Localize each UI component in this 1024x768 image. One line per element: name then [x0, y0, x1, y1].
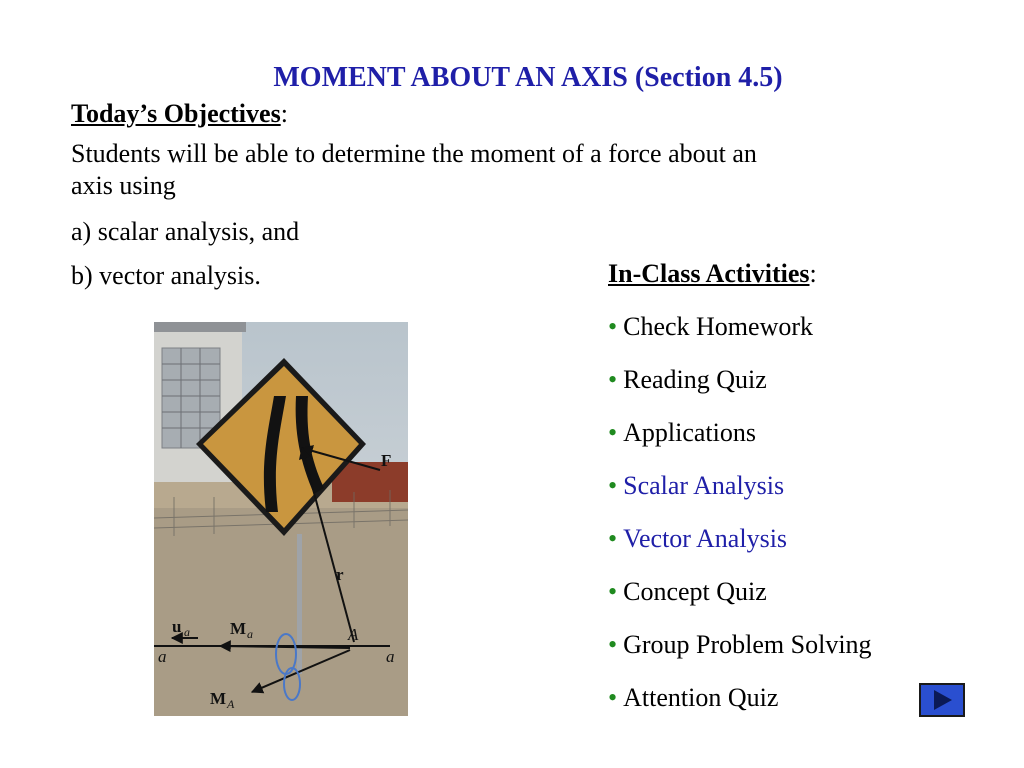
objective-item-scalar: a) scalar analysis, and: [71, 217, 300, 246]
activity-scalar-analysis[interactable]: [608, 468, 1008, 521]
objectives-heading-line: [71, 96, 791, 132]
activity-group-problem-solving: [608, 627, 1008, 680]
activities-colon: :: [809, 259, 817, 288]
play-next-icon: [921, 685, 963, 715]
activity-label: Reading Quiz: [623, 365, 767, 394]
activity-check-homework: [608, 309, 1008, 362]
activity-label: Attention Quiz: [623, 683, 779, 712]
activities-heading: In-Class Activities: [608, 259, 810, 288]
objective-item-vector: b) vector analysis.: [71, 261, 261, 290]
objectives-heading: Today’s Objectives: [71, 99, 281, 128]
activity-label: Concept Quiz: [623, 577, 767, 606]
activity-vector-analysis[interactable]: [608, 521, 1008, 574]
position-label: r: [336, 565, 344, 584]
bullet-icon: •: [608, 577, 618, 606]
objectives-colon: :: [280, 99, 288, 128]
road-sign-figure: [154, 322, 408, 716]
activity-label: Check Homework: [623, 312, 814, 341]
activity-reading-quiz: [608, 362, 1008, 415]
activity-label: Group Problem Solving: [623, 630, 872, 659]
force-label: F: [381, 451, 392, 470]
bullet-icon: •: [608, 524, 618, 553]
unit-vector-subscript: a: [184, 625, 190, 639]
next-slide-button[interactable]: [919, 683, 965, 717]
point-a-label: A: [348, 625, 359, 644]
bullet-icon: •: [608, 630, 618, 659]
slide-title: MOMENT ABOUT AN AXIS (Section 4.5): [273, 62, 783, 93]
axis-right-label: a: [386, 647, 395, 666]
moment-axis-label: M: [230, 619, 247, 638]
activities-heading-line: [608, 256, 1008, 292]
activities-section: [608, 256, 1008, 733]
objectives-intro: Students will be able to determine the moment of a force about an axis using: [71, 139, 757, 200]
activity-link-scalar[interactable]: Scalar Analysis: [623, 471, 785, 500]
activity-link-vector[interactable]: Vector Analysis: [623, 524, 788, 553]
activity-applications: [608, 415, 1008, 468]
bullet-icon: •: [608, 471, 618, 500]
unit-vector-label: u: [172, 617, 182, 636]
bullet-icon: •: [608, 312, 618, 341]
activity-concept-quiz: [608, 574, 1008, 627]
activity-label: Applications: [623, 418, 756, 447]
bullet-icon: •: [608, 365, 618, 394]
ground: [154, 508, 408, 716]
moment-point-subscript: A: [227, 697, 235, 711]
axis-left-label: a: [158, 647, 167, 666]
bullet-icon: •: [608, 683, 618, 712]
moment-point-label: M: [210, 689, 227, 708]
bullet-icon: •: [608, 418, 618, 447]
moment-axis-subscript: a: [247, 627, 253, 641]
sign-post: [297, 534, 302, 674]
